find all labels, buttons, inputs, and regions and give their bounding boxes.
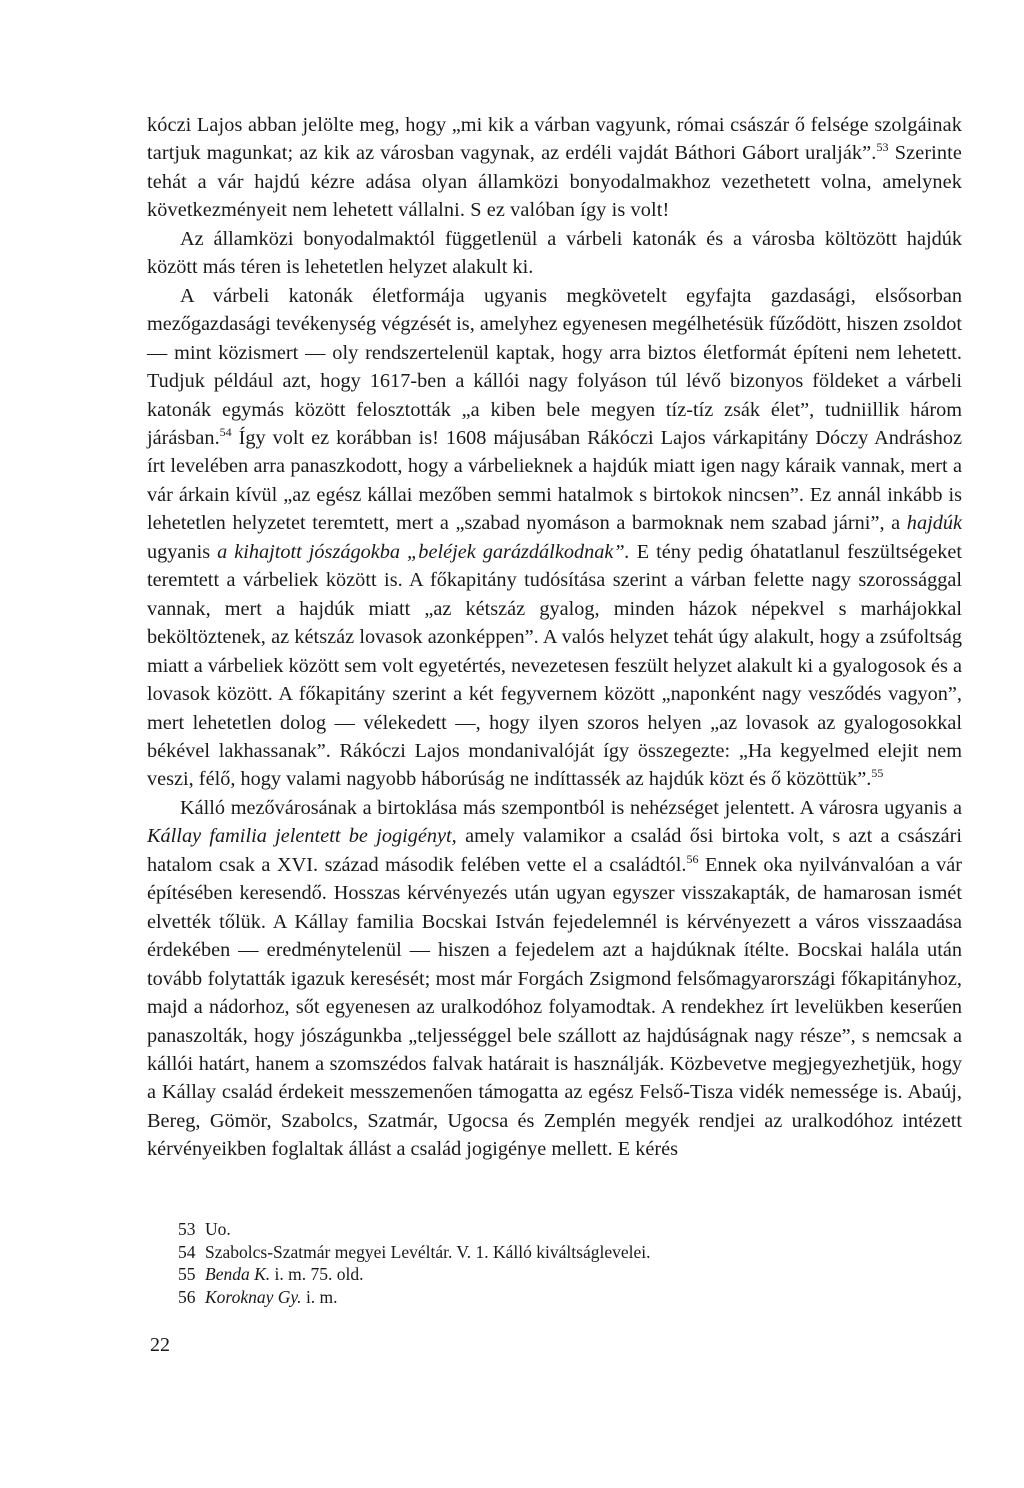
text-run: Szerinte tehát a vár hajdú kézre adása olyan államközi bonyodalmakhoz vezethetett volna, amelynek következményeit nem lehetett vállalni. S ez valóban így is volt!	[147, 142, 962, 222]
footnote-number: 54	[178, 1241, 196, 1262]
text-run: ugyanis	[147, 540, 218, 563]
italic-run: a kihajtott jószágokba „beléjek garázdálkodnak”.	[217, 540, 630, 563]
paragraph-4	[147, 794, 962, 1164]
text-run: Így volt ez korábban is! 1608 májusában Rákóczi Lajos várkapitány Dóczy Andráshoz írt levelében arra panaszkodott, hogy a várbelieknek a hajdúk miatt igen nagy káraik vannak, mert a vár árkain kívül „az egész kállai mezőben semmi hatalmok s birtokok nincsen”. Ez annál inkább is lehetetlen helyzetet teremtett, mert a „szabad nyomáson a barmoknak nem szabad járni”, a	[147, 426, 962, 535]
paragraph-3	[147, 282, 962, 794]
footnote-author: Koroknay Gy.	[205, 1286, 302, 1307]
footnote-53	[178, 1218, 878, 1241]
footnote-55	[178, 1263, 878, 1286]
footnote-56	[178, 1286, 878, 1309]
footnotes	[178, 1218, 878, 1308]
body-text	[147, 111, 962, 1164]
paragraph-2: Az államközi bonyodalmaktól függetlenül a várbeli katonák és a városba költözött hajdúk között más téren is lehetetlen helyzet alakult ki.	[147, 227, 962, 279]
page-number: 22	[150, 1334, 170, 1356]
text-run: A várbeli katonák életformája ugyanis megkövetelt egyfajta gazdasági, elsősorban mezőgazdasági tevékenység végzését is, amelyhez egyenesen megélhetésük fűződött, hiszen zsoldot — mint közismert — oly rendszertelenül kaptak, hogy arra biztos életformát építeni nem lehetett. Tudjuk például azt, hogy 1617-ben a kállói nagy folyáson túl lévő bizonyos földeket a várbeli katonák egymás között felosztották „a kiben bele megyen tíz-tíz zsák élet”, tudniillik három járásban.	[147, 284, 962, 449]
footnote-ref-53[interactable]: 53	[876, 140, 889, 155]
footnote-ref-54[interactable]: 54	[219, 424, 232, 439]
footnote-text: i. m. 75. old.	[270, 1264, 364, 1285]
footnote-number: 53	[178, 1219, 196, 1239]
footnote-ref-56[interactable]: 56	[686, 851, 699, 866]
footnote-text: Uo.	[205, 1219, 231, 1239]
footnote-text: i. m.	[301, 1286, 338, 1307]
text-run: Ennek oka nyilvánvalóan a vár építésében keresendő. Hosszas kérvényezés után ugyan egyszer visszakapták, de hamarosan ismét elvették tőlük. A Kállay familia Bocskai István fejedelemnél is kérvényezett a város visszaadása érdekében — eredménytelenül — hiszen a fejedelem azt a hajdúknak ítélte. Bocskai halála után tovább folytatták igazuk keresését; most már Forgách Zsigmond felsőmagyarországi főkapitányhoz, majd a nádorhoz, sőt egyenesen az uralkodóhoz folyamodtak. A rendekhez írt levelükben keserűen panaszolták, hogy jószágunkba „teljességgel bele szállott az hajdúságnak nagy része”, s nemcsak a kállói határt, hanem a szomszédos falvak határait is használják. Közbevetve megjegyezhetjük, hogy a Kállay család érdekeit messzemenően támogatta az egész Felső-Tisza vidék nemessége is. Abaúj, Bereg, Gömör, Szabolcs, Szatmár, Ugocsa és Zemplén megyék rendjei az uralkodóhoz intézett kérvényeikben foglaltak állást a család jogigénye mellett. E kérés	[147, 853, 962, 1161]
footnote-text: Szabolcs-Szatmár megyei Levéltár. V. 1. Kálló kiváltságlevelei.	[205, 1241, 651, 1262]
footnote-ref-55[interactable]: 55	[871, 766, 884, 781]
paragraph-1	[147, 111, 962, 225]
italic-run: hajdúk	[906, 512, 962, 535]
text-run: Kálló mezővárosának a birtoklása más szempontból is nehézséget jelentett. A városra ugyanis a	[180, 796, 962, 819]
text-run: kóczi Lajos abban jelölte meg, hogy „mi kik a várban vagyunk, római császár ő felsége szolgáinak tartjuk magunkat; az kik az városban vagynak, az erdéli vajdát Báthori Gábort uralják”.	[147, 114, 962, 165]
italic-run: Kállay familia jelentett be jogigényt,	[147, 825, 457, 848]
footnote-54	[178, 1241, 878, 1264]
text-run: amely valamikor a család ősi birtoka volt, s azt a császári hatalom csak a XVI. század második felében vette el a családtól.	[147, 825, 962, 876]
footnote-author: Benda K.	[205, 1264, 271, 1285]
footnote-number: 56	[178, 1286, 196, 1307]
footnote-number: 55	[178, 1264, 196, 1285]
text-run: E tény pedig óhatatlanul feszültségeket teremtett a várbeliek között is. A főkapitány tudósítása szerint a várban felette nagy szorossággal vannak, mert a hajdúk miatt „az kétszáz gyalog, minden házok népekvel s marhájokkal beköltöztenek, az kétszáz lovasok azonképpen”. A valós helyzet tehát úgy alakult, hogy a zsúfoltság miatt a várbeliek között sem volt egyetértés, nevezetesen feszült helyzet alakult ki a gyalogosok és a lovasok között. A főkapitány szerint a két fegyvernem között „naponként nagy vesződés vagyon”, mert lehetetlen dolog — vélekedett —, hogy ilyen szoros helyen „az lovasok az gyalogosokkal békével lakhassanak”. Rákóczi Lajos mondanivalóját így összegezte: „Ha kegyelmed elejit nem veszi, félő, hogy valami nagyobb háborúság ne indíttassék az hajdúk közt és ő közöttük”.	[147, 540, 962, 791]
